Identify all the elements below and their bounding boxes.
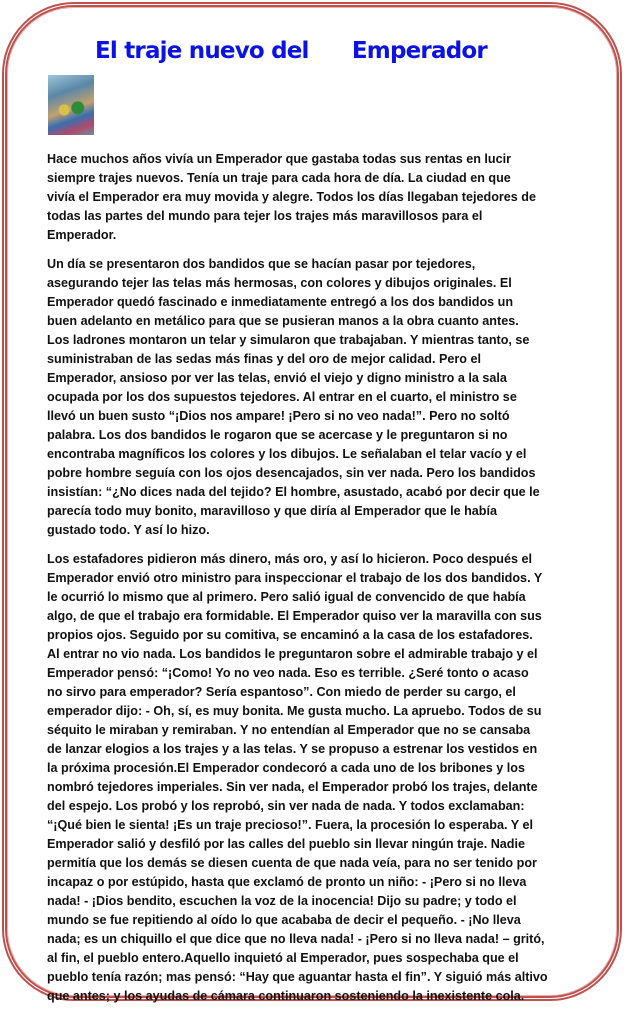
text-line: propios ojos. Seguido por su comitiva, se encaminó a la casa de los estafadores. [47,628,533,642]
text-line: Emperador salió y desfiló por las calles del pueblo sin llevar ningún traje. Nadie [47,837,526,851]
text-line: mundo se fue repitiendo al oído lo que acababa de decir el pequeño. - ¡No lleva [47,913,521,927]
text-line: gustado todo. Y así lo hizo. [47,523,210,537]
text-line: Hace muchos años vivía un Emperador que gastaba todas sus rentas en lucir [47,152,512,166]
text-line: nada; es un chiquillo el que dice que no lleva nada! - ¡Pero si no lleva nada! – gritó, [47,932,545,946]
text-line: ocupada por los dos supuestos tejedores. Al entrar en el cuarto, el ministro se [47,390,517,404]
text-line: suministraban de las sedas más finas y del oro de mejor calidad. Pero el [47,352,481,366]
story-paragraph [47,150,607,245]
text-line: buen adelanto en metálico para que se pusieran manos a la obra cuanto antes. [47,314,519,328]
text-line: le ocurrió lo mismo que al primero. Pero salió igual de convencido de que había [47,590,526,604]
text-line: séquito le miraban y remiraban. Y no entendían al Emperador que no se cansaba [47,723,531,737]
text-line: Emperador pensó: “¡Como! Yo no veo nada. Eso es terrible. ¿Seré tonto o acaso [47,666,529,680]
text-line: pueblo tenía razón; mas pensó: “Hay que aguantar hasta el fin”. Y siguió más altivo [47,970,548,984]
text-line: Emperador envió otro ministro para inspeccionar el trabajo de los dos bandidos. Y [47,571,543,585]
story-illustration-image [48,75,94,135]
text-line: “¡Qué bien le sienta! ¡Es un traje precioso!”. Fuera, la procesión lo esperaba. Y el [47,818,533,832]
text-line: nombró tejedores imperiales. Sin ver nada, el Emperador probó los trajes, delante [47,780,538,794]
text-line: incapaz o por estúpido, hasta que exclamó de pronto un niño: - ¡Pero si no lleva [47,875,527,889]
text-line: algo, de que el trabajo era formidable. El Emperador quiso ver la maravilla con sus [47,609,542,623]
document-title: El traje nuevo del Emperador [95,38,487,64]
story-paragraph [47,550,607,1006]
text-line: llevó un buen susto “¡Dios nos ampare! ¡Pero si no veo nada!”. Pero no soltó [47,409,510,423]
text-line: Emperador, ansioso por ver las telas, envió el viejo y digno ministro a la sala [47,371,507,385]
text-line: de lanzar elogios a los trajes y a las telas. Y se propuso a estrenar los vestidos en [47,742,538,756]
text-line: todas las partes del mundo para tejer los trajes más maravillosos para el [47,209,483,223]
text-line: encontraba magníficos los colores y los dibujos. Le señalaban el telar vacío y el [47,447,527,461]
text-line: parecía todo muy bonito, maravilloso y que diría al Emperador que le había [47,504,497,518]
text-line: insistían: “¿No dices nada del tejido? El hombre, asustado, acabó por decir que le [47,485,540,499]
text-line: Al entrar no vio nada. Los bandidos le preguntaron sobre el admirable trabajo y el [47,647,538,661]
text-line: Los estafadores pidieron más dinero, más oro, y así lo hicieron. Poco después el [47,552,533,566]
text-line: emperador dijo: - Oh, sí, es muy bonita. Me gusta mucho. La apruebo. Todos de su [47,704,542,718]
text-line: permitía que los demás se diesen cuenta de que nada veía, para no ser tenido por [47,856,537,870]
text-line: asegurando tejer las telas más hermosas, con colores y dibujos originales. El [47,276,512,290]
text-line: Emperador. [47,228,117,242]
text-line: Emperador quedó fascinado e inmediatamente entregó a los dos bandidos un [47,295,514,309]
text-line: pobre hombre seguía con los ojos desencajados, sin ver nada. Pero los bandidos [47,466,536,480]
text-line: palabra. Los dos bandidos le rogaron que se acercase y le preguntaron si no [47,428,508,442]
text-line: siempre trajes nuevos. Tenía un traje para cada hora de día. La ciudad en que [47,171,511,185]
text-line: al fin, el pueblo entero.Aquello inquietó al Emperador, pues sospechaba que el [47,951,519,965]
story-paragraph [47,255,607,540]
text-line: Un día se presentaron dos bandidos que se hacían pasar por tejedores, [47,257,476,271]
text-line: no sirvo para emperador? Sería espantoso”. Con miedo de perder su cargo, el [47,685,516,699]
text-line: del espejo. Los probó y los reprobó, sin ver nada de nada. Y todos exclamaban: [47,799,525,813]
text-line: la próxima procesión.El Emperador condecoró a cada uno de los bribones y los [47,761,525,775]
text-line: que antes; y los ayudas de cámara continuaron sosteniendo la inexistente cola. [47,989,525,1003]
text-line: vivía el Emperador era muy movida y alegre. Todos los días llegaban tejedores de [47,190,537,204]
story-body [47,150,607,1016]
text-line: Los ladrones montaron un telar y simularon que trabajaban. Y mientras tanto, se [47,333,530,347]
text-line: nada! - ¡Dios bendito, escuchen la voz de la inocencia! Dijo su padre; y todo el [47,894,517,908]
